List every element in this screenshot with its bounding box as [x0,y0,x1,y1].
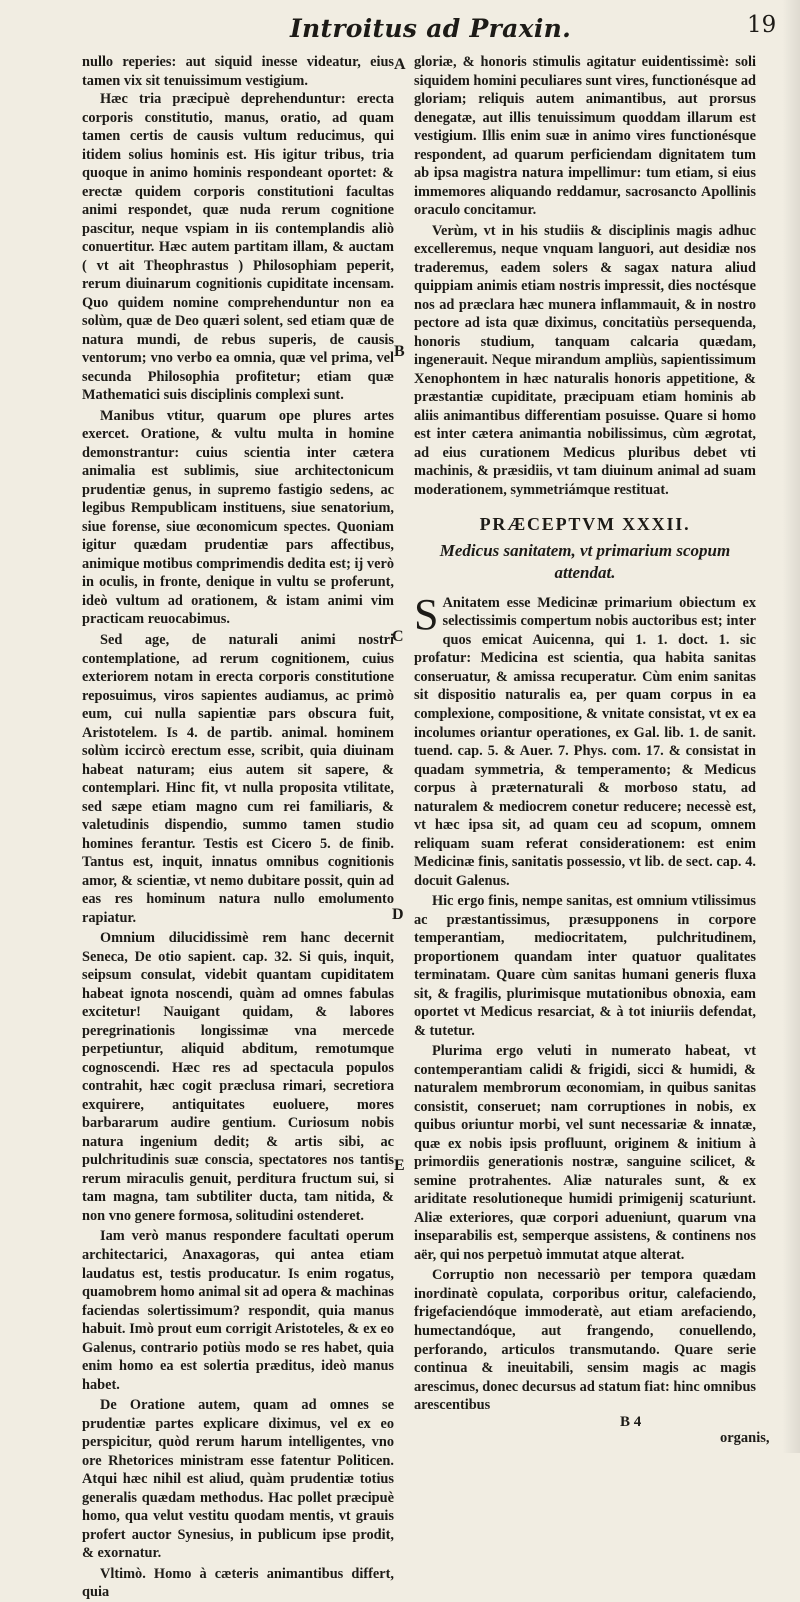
margin-letter-d: D [392,906,404,923]
precept-subheading: Medicus sanitatem, vt primarium scopum attendat. [439,540,731,582]
signature-mark: B 4 [620,1414,642,1430]
paragraph: gloriæ, & honoris stimulis agitatur euidentissimè: soli siquidem homini peculiares sunt vires, functionésque ad gloriam; reliquis autem animantibus, aut prorsus denegatæ, aut illis tenuissimum quoddam illarum est vestigium. Illis enim suæ in animo vires functionésque respondent, ad quarum perficiendam dignitatem tum ab ipsa magistra natura impellimur: tum etiam, si eius immemores aliquando reddamur, sacrosancto Apollinis oraculo concitamur. [414,54,756,219]
paragraph: Omnium dilucidissimè rem hanc decernit Seneca, De otio sapient. cap. 32. Si quis, inquit, seipsum consulat, videbit quantam cupiditatem habeat ignota noscendi, quàm ad omnes fabulas excitetur! Nauigant quidam, & labores peregrinationis longissimæ vna mercede perpetiuntur, aliquid abditum, remotumque cognoscendi. Hæc res ad spectacula populos contrahit, hæc cogit præclusa rimari, secretiora exquirere, antiquitates euoluere, mores barbararum audire gentium. Curiosum nobis natura ingenium dedit; & artis sibi, ac pulchritudinis suæ conscia, spectatores nos tantis rerum miraculis genuit, perditura fructum sui, si tam magna, tam subtiliter ducta, tam nitida, & non vno genere formosa, solitudini ostenderet. [82,930,394,1224]
paragraph: Sed age, de naturali animi nostri contemplatione, ad rerum cognitionem, cuius exteriorem notam in erecta corporis constitutione reposuimus, viros sapientes audiamus, ac primò eum, cui nulla sapientiæ pars obscura fuit, Aristotelem. Is 4. de partib. animal. hominem solùm iccircò erectum esse, scribit, quia diuinam habeat naturam; eius autem sit sapere, & contemplari. Hinc fit, vt nulla proposita vtilitate, sed sæpe etiam magno cum rei familiaris, & valetudinis dispendio, summo tamen studio homines ferantur. Testis est Cicero 5. de finib. Tantus est, inquit, innatus omnibus cognitionis amor, & scientiæ, vt nemo dubitare possit, quin ad eas res hominum natura nullo emolumento rapiatur. [82,631,394,926]
running-title: Introitus ad Praxin. [290,14,572,43]
margin-letter-e: E [394,1157,405,1174]
paragraph: Vltimò. Homo à cæteris animantibus differt, quia [82,1565,394,1601]
margin-letter-a: A [394,56,406,73]
paragraph: nullo reperies: aut siquid inesse videatur, eius tamen vix sit tenuissimum vestigium. [82,54,394,89]
left-column [82,53,394,1601]
page-number: 19 [747,12,777,38]
paragraph: Hic ergo finis, nempe sanitas, est omnium vtilissimus ac præstantissimus, præsupponens in corpore temperantiam, mediocritatem, pulchritudinem, proportionem quandam inter quatuor qualitates terminatam. Quare cùm sanitas humani generis fluxa sit, & fragilis, plurimisque mutationibus obnoxia, eam oportet vt Medicus resarciat, & à tot iniuriis defendat, & tutetur. [414,893,756,1039]
paragraph-with-dropcap [414,589,756,890]
right-column [414,53,756,1438]
paragraph: Iam verò manus respondere facultati operum architectarici, Anaxagoras, qui antea etiam laudatus est, testis producatur. Is enim rogatus, quamobrem homo animal sit ad opera & machinas faciendas solertissimum? respondit, quia manus habuit. Imò prout eum corrigit Aristoteles, & ex eo Galenus, contrario potiùs modo se res habet, quia enim homo ea est solertia præditus, ideò manus habet. [82,1228,394,1393]
margin-letter-c: C [392,628,404,645]
catchword: organis, [720,1430,770,1446]
paragraph: Corruptio non necessariò per tempora quædam inordinatè copulata, corporibus oritur, calefaciendo, frigefaciendóque immoderatè, aut etiam arefaciendo, humectandóque, aut frangendo, conuellendo, perforando, articulos transmutando. Quare serie continua & ineuitabili, sensim magis ac magis arescimus, donec decursus ad statum fiat: hinc omnibus arescentibus [414,1267,756,1414]
drop-cap: S [414,589,439,639]
paragraph: Hæc tria præcipuè deprehenduntur: erecta corporis constitutio, manus, oratio, ad quam tamen certis de causis vultum reducimus, qui itidem solius hominis est. His igitur tribus, tria quoque in animo hominis respondeant oportet: & erectæ quidem corporis constitutioni facultas animi respondet, quæ nuda rerum cognitione pascitur, neque vspiam in iis contemplandis aliò conuertitur. Hæc autem partitam illam, & auctam ( vt ait Theophrastus ) Philosophiam peperit, rerum diuinarum cognitionis cupiditate incensam. Quo quidem nomine comprehenduntur non ea solùm, quæ de Deo quæri solent, sed etiam quæ de natura mundi, de rebus superis, de causis ventorum; vno verbo ea omnia, quæ vel prima, vel secunda Philosophia profitetur; etiam quæ Mathematici suis disciplinis complexi sunt. [82,91,394,404]
paragraph-text: Anitatem esse Medicinæ primarium obiectum ex selectissimis compertum nobis auctoribus est; inter quos emicat Auicenna, qui 1. 1. doct. 1. sic profatur: Medicina est scientia, qua habita sanitas conseruatur, & amissa recuperatur. Cùm enim sanitas sit dispositio naturalis ea, per quam corpus in ea complexione, compositione, & vnitate consistat, vt ex ea incolumes oriantur operationes, ex Gal. lib. 1. de sanit. tuend. cap. 5. & Auer. 7. Phys. com. 17. & consistat in quadam symmetria, & temperamento; & Medicus corpus à præternaturali & morboso statu, ad naturalem & mediocrem conetur reducere; necessè est, vt hæc ipsa sit, ad quam ceu ad scopum, omnem reliquam suam referat considerationem: est enim Medicinæ finis, sanitatis possessio, vt lib. de sect. cap. 4. docuit Galenus. [414,594,756,889]
paragraph: De Oratione autem, quam ad omnes se prudentiæ partes explicare diximus, vel ex eo perspicitur, quòd rerum harum intelligentes, vno ore Rhetorices ministram esse fatentur Politicen. Atqui hæc nihil est aliud, quàm prudentiæ totius generalis quædam methodus. Hac pollet præcipuè homo, qua velut vestitu quodam mentis, vt grauis profert auctor Synesius, in publicum ipse prodit, & exornatur. [82,1397,394,1562]
paragraph: Verùm, vt in his studiis & disciplinis magis adhuc excelleremus, neque vnquam languori, aut desidiæ nos traderemus, eadem solers & sagax natura aliud quippiam animis etiam nostris impressit, dies noctésque nos ad præclara hæc munera inflammauit, & in nostro pectore ad ista quæ diximus, concitatiùs persequenda, honoris studium, tanquam calcaria quædam, ingenerauit. Neque mirandum ampliùs, sapientissimum Xenophontem in hæc naturalis honoris appetitione, & præstantiæ cupiditate, præcipuam etiam hominis ab aliis animantibus differentiam posuisse. Quare si homo est inter cætera animantia nobilissimus, cùm ægrotat, ad eius curationem Medicus pluribus debet vti machinis, & præsidiis, vt tam diuinum animal ad suam moderationem, symmetriámque restituat. [414,222,756,498]
paragraph: Manibus vtitur, quarum ope plures artes exercet. Oratione, & vultu multa in homine demonstrantur: cuius scientia inter cætera animalia est sublimis, siue architectonicum prudentiæ genus, in supremo fastigio sedens, ac legibus Rempublicam instituens, siue senatorium, siue forense, siue œconomicum spectes. Quoniam igitur quædam prudentiæ pars affectibus, animique motibus comprimendis dedita est; ij verò in oculis, in fronte, denique in vultu se proferunt, ideò vultum ad orationem, & istam animi vim practicam reuocabimus. [82,407,394,628]
margin-letter-b: B [394,343,405,360]
precept-heading: PRÆCEPTVM XXXII. [479,514,691,535]
running-header [0,14,800,54]
paragraph: Plurima ergo veluti in numerato habeat, vt contemperantiam calidi & frigidi, sicci & humidi, & naturalem membrorum œconomiam, in quibus sanitas consistit, conseruet; nam corruptiones in nobis, ex quibus oriuntur morbi, vel sunt necessariæ & innatæ, quæ ex nobis ipsis profluunt, originem & initium à primordiis generationis nostræ, sanguine scilicet, & semine protrahentes. Aliæ naturales sunt, & ex ariditate resolutioneque humidi primigenij scaturiunt. Aliæ exteriores, quæ corpori adueniunt, quarum vna inseparabilis est, semperque assistens, & continens nos aër, qui nos perpetuò immutat atque alterat. [414,1043,756,1263]
precept-heading-block [414,515,756,584]
